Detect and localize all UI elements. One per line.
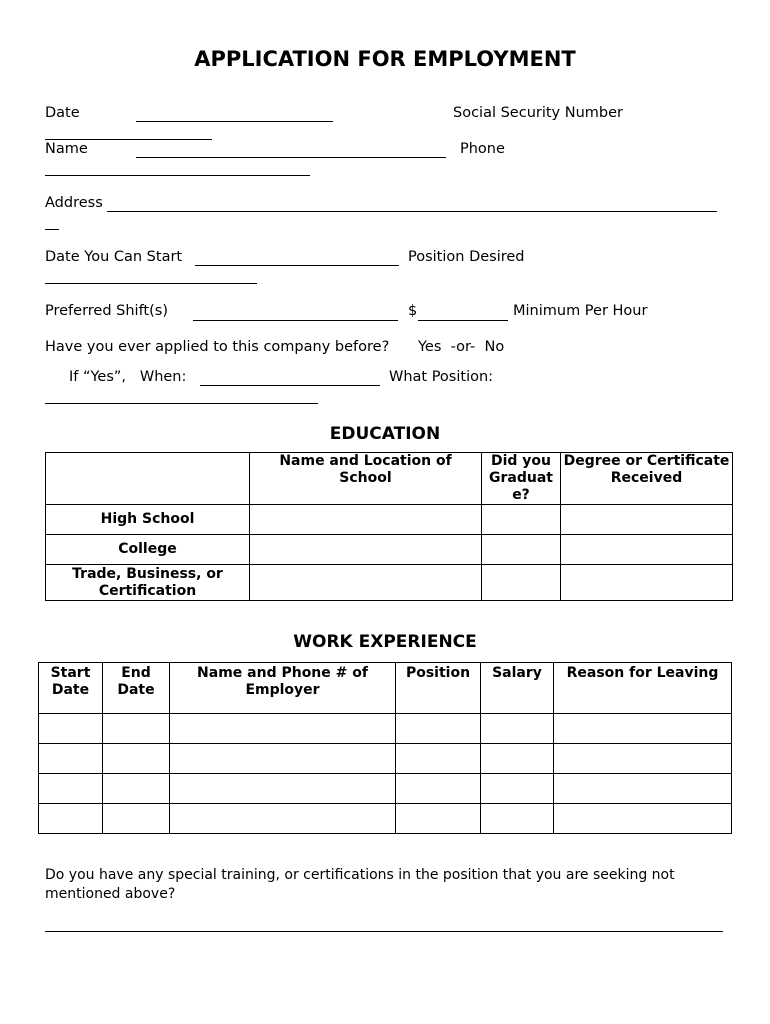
name-label: Name [45,141,88,157]
special-training-field[interactable] [45,931,723,932]
dollar-sign: $ [408,303,418,319]
date-field[interactable] [136,121,333,122]
education-cell[interactable] [250,565,482,601]
education-col-graduate: Did you Graduate? [482,453,561,505]
applied-before-question: Have you ever applied to this company before? [45,339,390,355]
table-row [39,744,732,774]
ssn-label: Social Security Number [453,105,623,121]
work-cell[interactable] [554,774,732,804]
position-desired-field[interactable] [45,283,257,284]
education-row-label: High School [46,505,250,535]
education-heading: EDUCATION [329,424,441,444]
work-experience-table [38,662,732,834]
work-cell[interactable] [396,804,481,834]
phone-field[interactable] [45,175,310,176]
work-cell[interactable] [170,774,396,804]
if-yes-when-label: If “Yes”, When: [69,369,187,385]
work-cell[interactable] [103,804,170,834]
applied-position-field[interactable] [45,403,318,404]
work-col-employer: Name and Phone # of Employer [170,663,396,714]
education-cell[interactable] [561,505,733,535]
education-row-label: Trade, Business, or Certification [46,565,250,601]
table-row [46,505,733,535]
education-cell[interactable] [482,565,561,601]
work-cell[interactable] [554,714,732,744]
minimum-pay-field[interactable] [418,320,508,321]
table-row [46,565,733,601]
address-field[interactable] [107,211,717,212]
work-cell[interactable] [554,804,732,834]
education-col-degree: Degree or Certificate Received [561,453,733,505]
address-label: Address [45,195,103,211]
work-cell[interactable] [39,744,103,774]
work-cell[interactable] [39,774,103,804]
work-experience-heading: WORK EXPERIENCE [293,632,477,652]
education-cell[interactable] [561,535,733,565]
education-header-row [46,453,733,505]
work-cell[interactable] [396,744,481,774]
table-row [39,714,732,744]
start-date-label: Date You Can Start [45,249,183,265]
table-row [39,804,732,834]
table-row [39,774,732,804]
work-header-row [39,663,732,714]
shifts-field[interactable] [193,320,398,321]
table-row [46,535,733,565]
work-cell[interactable] [103,744,170,774]
ssn-field[interactable] [45,139,212,140]
name-field[interactable] [136,157,446,158]
education-col-school: Name and Location of School [250,453,482,505]
work-cell[interactable] [481,804,554,834]
work-cell[interactable] [481,744,554,774]
work-cell[interactable] [103,774,170,804]
work-cell[interactable] [170,744,396,774]
applied-when-field[interactable] [200,385,380,386]
work-col-salary: Salary [481,663,554,714]
date-label: Date [45,105,80,121]
min-per-hour-label: Minimum Per Hour [513,303,648,319]
education-table [45,452,733,601]
shifts-label: Preferred Shift(s) [45,303,168,319]
education-cell[interactable] [250,505,482,535]
work-cell[interactable] [170,804,396,834]
education-cell[interactable] [482,535,561,565]
work-cell[interactable] [396,774,481,804]
work-cell[interactable] [39,714,103,744]
work-cell[interactable] [554,744,732,774]
work-cell[interactable] [481,714,554,744]
work-cell[interactable] [103,714,170,744]
work-cell[interactable] [170,714,396,744]
education-row-label: College [46,535,250,565]
yes-or-no-options[interactable]: Yes -or- No [418,339,505,355]
page-title: APPLICATION FOR EMPLOYMENT [194,47,576,71]
what-position-label: What Position: [389,369,494,385]
education-cell[interactable] [250,535,482,565]
work-col-reason: Reason for Leaving [554,663,732,714]
work-col-end-date: End Date [103,663,170,714]
work-cell[interactable] [396,714,481,744]
position-desired-label: Position Desired [408,249,525,265]
start-date-field[interactable] [195,265,399,266]
work-cell[interactable] [39,804,103,834]
address-field-continuation [45,229,59,230]
education-col-blank [46,453,250,505]
phone-label: Phone [460,141,505,157]
special-training-question: Do you have any special training, or certifications in the position that you are seeking not mentioned above? [45,867,675,902]
education-cell[interactable] [482,505,561,535]
work-col-position: Position [396,663,481,714]
work-cell[interactable] [481,774,554,804]
work-col-start-date: Start Date [39,663,103,714]
education-cell[interactable] [561,565,733,601]
